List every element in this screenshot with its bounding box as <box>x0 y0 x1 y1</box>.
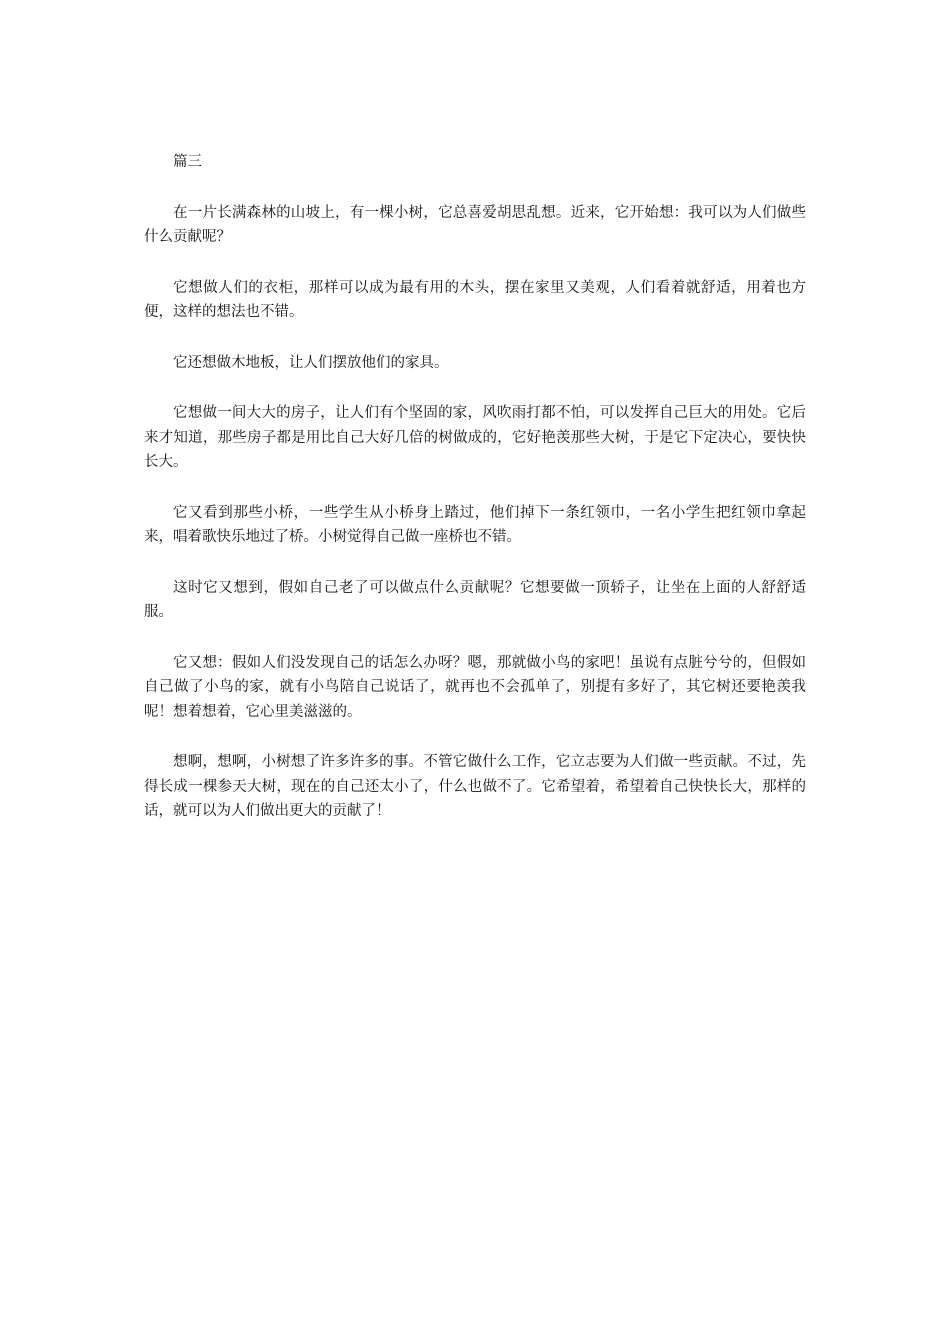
paragraph-5: 它又看到那些小桥，一些学生从小桥身上踏过，他们掉下一条红领巾，一名小学生把红领巾拿起来，唱着歌快乐地过了桥。小树觉得自己做一座桥也不错。 <box>144 504 806 545</box>
paragraph-8: 想啊，想啊，小树想了许多许多的事。不管它做什么工作，它立志要为人们做一些贡献。不过，先得长成一棵参天大树，现在的自己还太小了，什么也做不了。它希望着，希望着自己快快长大，那样的话，就可以为人们做出更大的贡献了！ <box>144 754 806 819</box>
paragraph-3: 它还想做木地板，让人们摆放他们的家具。 <box>173 354 449 371</box>
paragraph-6: 这时它又想到，假如自己老了可以做点什么贡献呢？它想要做一顶轿子，让坐在上面的人舒舒适服。 <box>144 579 806 620</box>
section-heading: 篇三 <box>173 154 202 170</box>
paragraph-1: 在一片长满森林的山坡上，有一棵小树，它总喜爱胡思乱想。近来，它开始想：我可以为人们做些什么贡献呢？ <box>144 204 806 245</box>
paragraph-4: 它想做一间大大的房子，让人们有个坚固的家，风吹雨打都不怕，可以发挥自己巨大的用处。它后来才知道，那些房子都是用比自己大好几倍的树做成的，它好艳羡那些大树，于是它下定决心，要快快长大。 <box>144 405 806 470</box>
paragraph-2: 它想做人们的衣柜，那样可以成为最有用的木头，摆在家里又美观，人们看着就舒适，用着也方便，这样的想法也不错。 <box>144 279 806 320</box>
paragraph-7: 它又想：假如人们没发现自己的话怎么办呀？嗯，那就做小鸟的家吧！虽说有点脏兮兮的，但假如自己做了小鸟的家，就有小鸟陪自己说话了，就再也不会孤单了，别提有多好了，其它树还要艳羡我呢！想着想着，它心里美滋滋的。 <box>144 654 806 720</box>
document-body <box>144 150 806 850</box>
